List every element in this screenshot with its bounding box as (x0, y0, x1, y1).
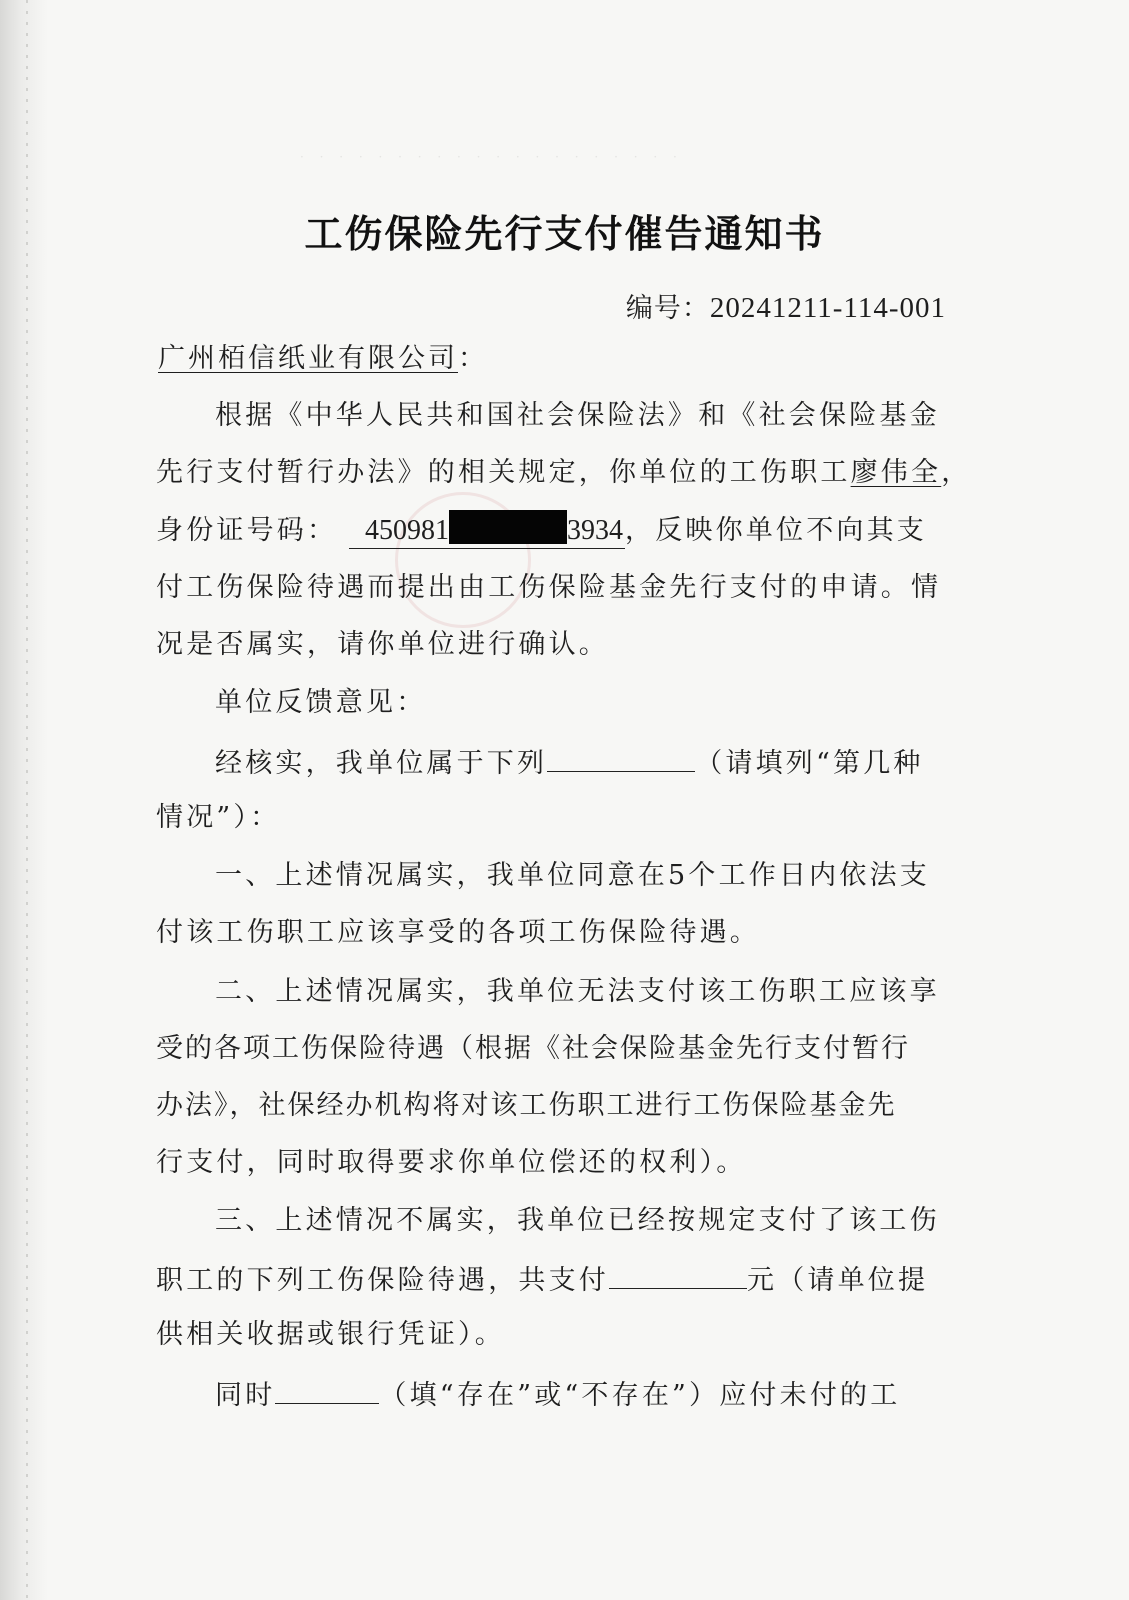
paragraph-1-line-2-text: 先行支付暂行办法》的相关规定，你单位的工伤职工 (156, 457, 851, 488)
option-2-line-1: 二、上述情况属实，我单位无法支付该工伤职工应该享 (215, 976, 940, 1007)
paragraph-3-line-1-text-a: 同时 (215, 1380, 276, 1411)
id-number-field (349, 510, 625, 549)
paragraph-3-line-1 (215, 1373, 900, 1416)
situation-fill-blank[interactable] (547, 741, 695, 772)
option-3-line-2 (156, 1258, 928, 1301)
id-redaction-block (449, 510, 567, 544)
paragraph-1-line-5: 况是否属实，请你单位进行确认。 (156, 629, 609, 660)
document-number-value: 20241211-114-001 (709, 292, 946, 324)
paragraph-2-line-1 (215, 741, 924, 784)
id-number-prefix: 450981 (365, 515, 449, 546)
paragraph-1-line-2-comma: ， (941, 457, 972, 488)
option-3-line-1: 三、上述情况不属实，我单位已经按规定支付了该工伤 (215, 1205, 940, 1236)
option-2-line-3: 办法》，社保经办机构将对该工伤职工进行工伤保险基金先 (156, 1090, 897, 1121)
option-3-line-2-text-b: 元（请单位提 (747, 1265, 929, 1296)
id-label: 身份证号码： (156, 515, 338, 546)
option-2-line-4: 行支付，同时取得要求你单位偿还的权利）。 (156, 1147, 747, 1178)
amount-fill-blank[interactable] (609, 1258, 747, 1289)
paragraph-2-line-1-text-b: （请填列“第几种 (695, 748, 924, 779)
paragraph-1-line-2 (156, 453, 971, 493)
paragraph-1-line-1: 根据《中华人民共和国社会保险法》和《社会保险基金 (215, 400, 940, 431)
paragraph-3-line-1-text-b: （填“存在”或“不存在”）应付未付的工 (379, 1380, 901, 1411)
exists-fill-blank[interactable] (275, 1373, 379, 1404)
paragraph-2-line-2: 情况”）： (156, 802, 281, 833)
option-3-line-2-text-a: 职工的下列工伤保险待遇，共支付 (156, 1265, 609, 1296)
faint-bleedthrough: · · · · · · · · · · · · · · · · · · · · (300, 150, 683, 164)
paragraph-1-line-4: 付工伤保险待遇而提出由工伤保险基金先行支付的申请。情 (156, 572, 942, 603)
addressee-company: 广州栢信纸业有限公司 (158, 343, 458, 374)
option-1-line-2: 付该工伤职工应该享受的各项工伤保险待遇。 (156, 917, 760, 948)
paragraph-1-line-3 (156, 510, 927, 551)
document-title: 工伤保险先行支付催告通知书 (304, 212, 825, 256)
paragraph-2-line-1-text-a: 经核实，我单位属于下列 (215, 748, 548, 779)
feedback-heading: 单位反馈意见： (215, 687, 427, 718)
paragraph-1-line-3-text: ，反映你单位不向其支 (625, 515, 927, 546)
id-number-suffix: 3934 (567, 515, 623, 546)
worker-name: 廖伟全 (850, 457, 942, 488)
addressee-colon: ： (458, 343, 488, 374)
option-1-line-1: 一、上述情况属实，我单位同意在5个工作日内依法支 (215, 860, 930, 891)
document-number (626, 286, 946, 325)
document-number-label: 编号： (625, 293, 710, 324)
addressee (158, 336, 488, 375)
option-3-line-3: 供相关收据或银行凭证）。 (156, 1319, 505, 1350)
option-2-line-2: 受的各项工伤保险待遇（根据《社会保险基金先行支付暂行 (156, 1033, 910, 1064)
